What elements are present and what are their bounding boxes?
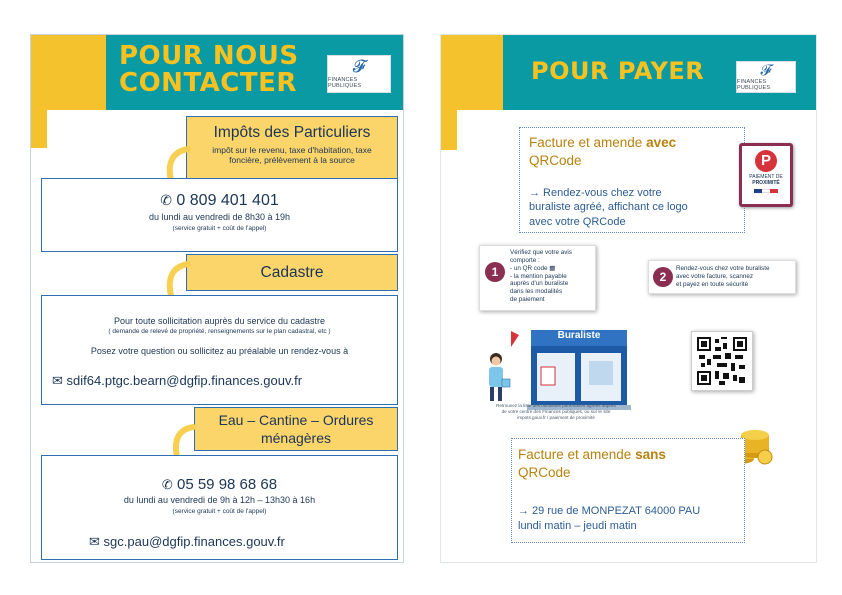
without-qr-hours: lundi matin – jeudi matin [518,519,637,532]
eau-phone-row [42,476,397,493]
caption-line3: impots.gouv.fr / paiement de proximité [517,414,595,420]
step2-line1: Rendez-vous chez votre buraliste [676,265,770,272]
with-qr-box [519,127,745,233]
badge-line1: PAIEMENT DE [749,174,783,180]
without-qr-title [518,446,666,481]
eau-phone: 05 59 98 68 68 [176,476,278,493]
pay-header-accent [441,35,503,110]
badge-label [742,175,790,186]
impots-subtitle [187,145,397,165]
qr-mini-icon: ▦ [549,264,556,272]
phone-icon: ✆ [161,477,173,492]
with-qr-title-line2: QRCode [529,152,582,168]
with-qr-text-line2: buraliste agréé, affichant ce logo [529,201,688,214]
customer-figure-icon [489,331,519,401]
french-flag-icon [754,189,778,193]
impots-info-box [41,178,398,252]
without-qr-address: → 29 rue de MONPEZAT 64000 PAU [518,505,701,517]
caption-line2: de votre centre des Finances publiques, ou sur le site [501,408,611,414]
contact-header-accent [31,35,106,110]
step1-line5: auprès d'un buraliste [510,280,569,288]
eau-note: (service gratuit + coût de l'appel) [172,508,267,515]
eau-email[interactable]: sgc.pau@dgfip.finances.gouv.fr [103,534,285,549]
cadastre-line3: Posez votre question ou sollicitez au préalable un rendez-vous à [90,346,349,356]
cadastre-title: Cadastre [260,264,324,281]
contact-panel [30,34,404,563]
eau-email-row [89,534,285,550]
step1-line7: de paiement [510,296,545,304]
step1-number: 1 [485,262,505,282]
pay-header-fold [441,110,457,150]
logo-label: FINANCES PUBLIQUES [328,77,362,89]
with-qr-text-line3: avec votre QRCode [529,215,626,228]
eau-hours: du lundi au vendredi de 9h à 12h – 13h30 à 16h [123,495,316,505]
impots-subtitle-line1: impôt sur le revenu, taxe d'habitation, taxe [212,145,372,155]
eau-title-box [194,407,398,451]
caption-line1: Retrouvez la liste des buralistes partenaires agréés auprès [496,403,616,408]
impots-phone-row [42,192,397,210]
pay-panel [440,34,817,563]
contact-title [119,43,299,98]
phone-icon: ✆ [160,192,172,208]
logo-label: FINANCES PUBLIQUES [737,79,771,91]
contact-title-line2: CONTACTER [119,68,297,99]
paiement-proximite-badge [739,143,793,207]
cadastre-line2: ( demande de relevé de propriété, renseignements sur le plan cadastral, etc ) [108,328,331,335]
finances-publiques-logo [327,55,391,93]
mail-icon: ✉ [52,373,63,388]
cadastre-title-box [186,254,398,291]
step1-line3: - un QR code [510,264,548,272]
connector-curve-2 [161,260,191,300]
step2-number: 2 [653,267,673,287]
with-qr-title-bold: avec [646,135,677,150]
step1-card [479,245,596,311]
contact-title-line1: POUR NOUS [119,41,299,71]
step1-line1: Vérifiez que votre avis [510,249,572,256]
pay-title: POUR PAYER [531,57,705,85]
step1-line4: - la mention payable [510,272,567,280]
badge-p-icon: P [755,150,777,172]
without-qr-text [518,504,700,534]
impots-hours: du lundi au vendredi de 8h30 à 19h [148,212,291,222]
with-qr-title-part1: Facture et amende [529,135,647,150]
without-qr-title-line2: QRCode [518,464,571,480]
cadastre-info-box [41,295,398,405]
with-qr-title [529,134,676,169]
impots-phone: 0 809 401 401 [176,192,279,209]
cadastre-line1: Pour toute sollicitation auprès du service du cadastre [113,316,326,326]
without-qr-title-part1: Facture et amende [518,447,636,462]
mail-icon: ✉ [89,534,100,549]
step2-line2: avec votre facture, scannez [676,272,754,280]
impots-subtitle-line2: foncière, prélèvement à la source [229,155,355,166]
step2-line3: et payez en toute sécurité [676,280,749,288]
qr-code-icon [697,337,747,385]
step2-card [648,260,796,294]
impots-note: (service gratuit + coût de l'appel) [172,225,267,232]
step2-text [676,265,769,289]
cadastre-email[interactable]: sdif64.ptgc.bearn@dgfip.finances.gouv.fr [66,373,303,388]
badge-line2: PROXIMITÉ [752,179,780,186]
step1-line3-row [510,265,572,273]
impots-title-box [186,116,398,180]
step1-text [510,249,572,304]
marianne-logo-icon: 𝓕 [760,61,772,79]
qr-code-card [691,331,753,391]
step1-line6: dans les modalités [510,288,563,296]
without-qr-title-bold: sans [635,447,666,462]
buraliste-caption [481,403,631,421]
finances-publiques-logo [736,61,796,93]
cadastre-email-row [52,373,302,389]
contact-header-fold [31,110,47,148]
shop-sign-text: Buraliste [557,330,601,341]
eau-title-line1: Eau – Cantine – Ordures [218,412,374,428]
eau-info-box [41,455,398,560]
eau-title-line2: ménagères [260,429,332,446]
with-qr-text-line1: → Rendez-vous chez votre [529,187,662,199]
marianne-logo-icon: 𝓕 [352,57,366,77]
with-qr-text [529,186,688,229]
step1-line2: comporte : [510,256,540,264]
impots-title: Impôts des Particuliers [213,124,371,141]
eau-title [195,412,397,447]
without-qr-box [511,438,745,543]
